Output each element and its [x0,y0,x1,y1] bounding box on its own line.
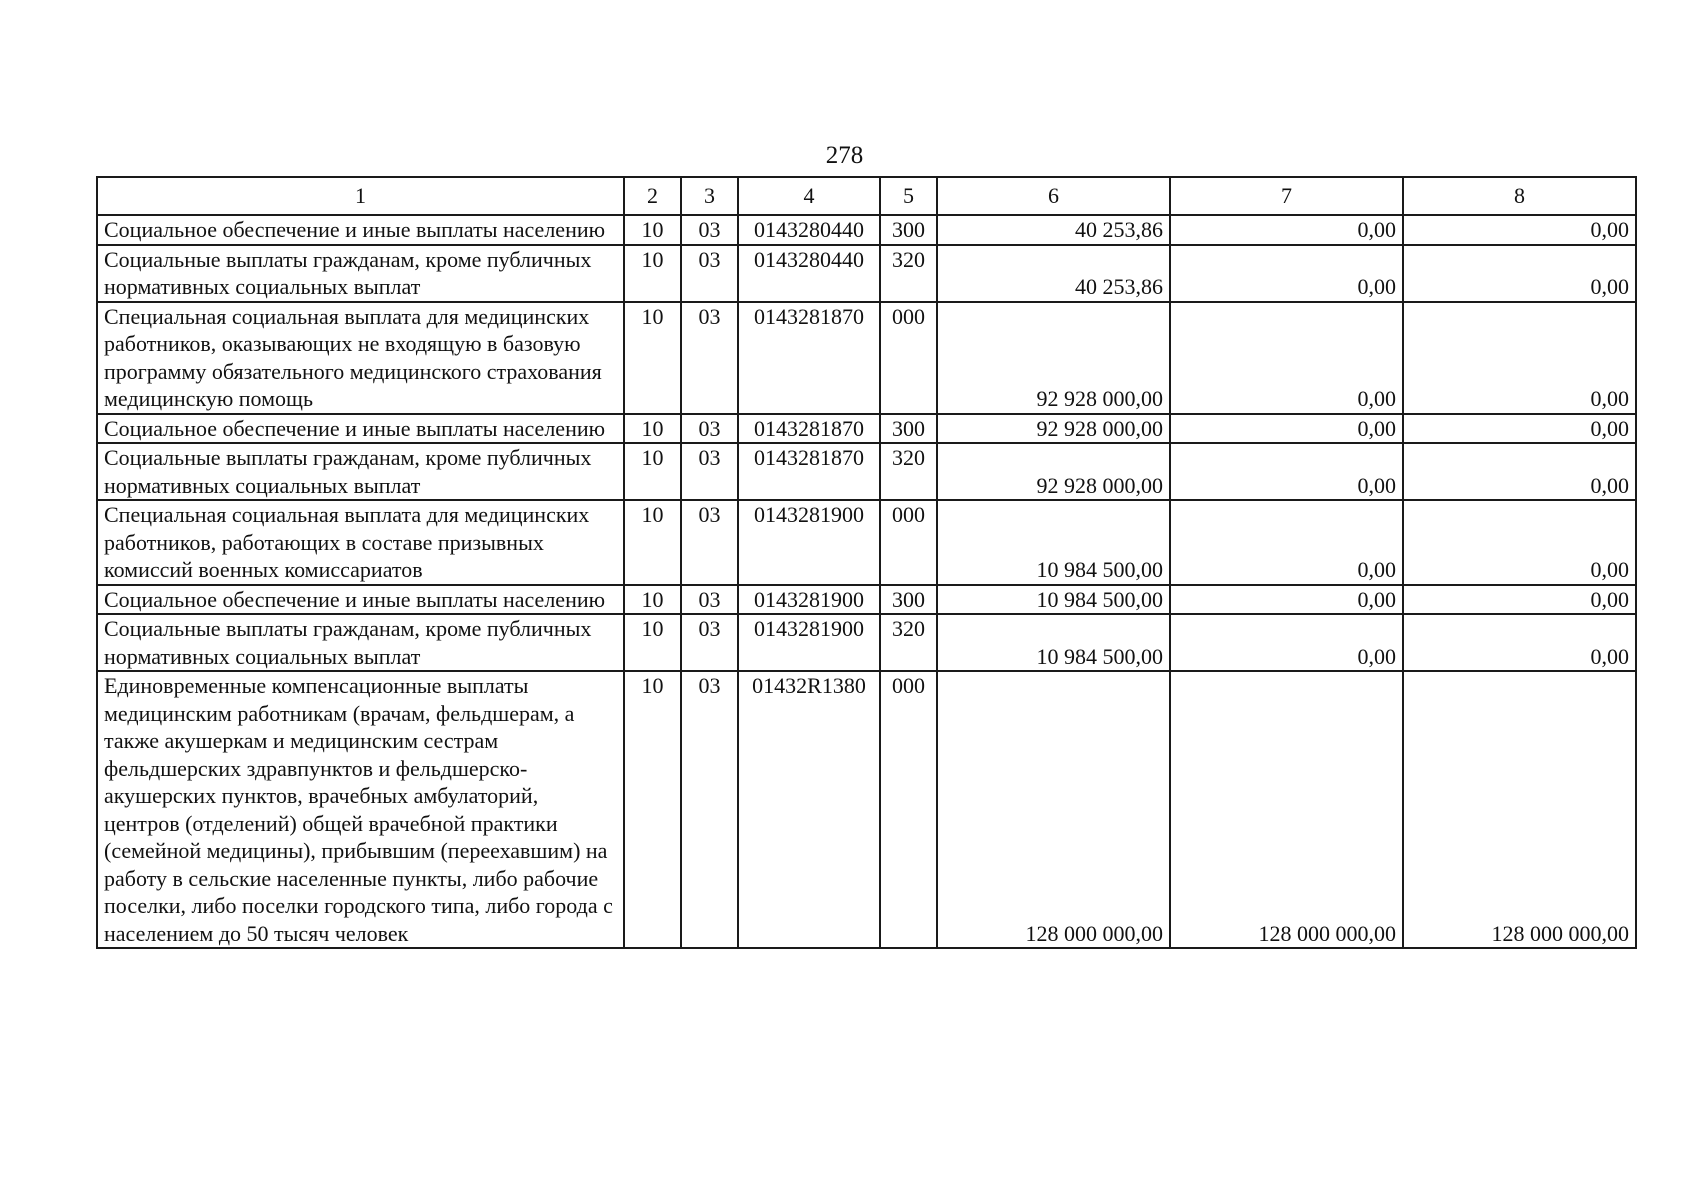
column-header: 3 [681,177,738,215]
expense-type-cell: 300 [880,215,937,245]
table-row [97,215,1636,245]
budget-table [96,176,1637,949]
subsection-code-cell: 03 [681,245,738,302]
expense-type-cell: 320 [880,614,937,671]
amount-cell: 0,00 [1170,414,1403,444]
row-name-cell: Социальные выплаты гражданам, кроме публичных нормативных социальных выплат [97,245,624,302]
section-code-cell: 10 [624,500,681,585]
table-row [97,500,1636,585]
section-code-cell: 10 [624,302,681,414]
target-article-cell: 0143280440 [738,245,880,302]
amount-cell: 0,00 [1170,302,1403,414]
amount-cell: 40 253,86 [937,215,1170,245]
amount-cell: 0,00 [1170,245,1403,302]
target-article-cell: 0143281870 [738,443,880,500]
expense-type-cell: 300 [880,414,937,444]
section-code-cell: 10 [624,443,681,500]
table-header-row [97,177,1636,215]
expense-type-cell: 300 [880,585,937,615]
section-code-cell: 10 [624,215,681,245]
expense-type-cell: 000 [880,302,937,414]
table-row [97,443,1636,500]
column-header: 6 [937,177,1170,215]
subsection-code-cell: 03 [681,671,738,948]
amount-cell: 0,00 [1403,585,1636,615]
target-article-cell: 0143281900 [738,585,880,615]
table-row [97,671,1636,948]
table-row [97,585,1636,615]
row-name-cell: Социальные выплаты гражданам, кроме публичных нормативных социальных выплат [97,443,624,500]
row-name-cell: Социальные выплаты гражданам, кроме публичных нормативных социальных выплат [97,614,624,671]
column-header: 2 [624,177,681,215]
page-number: 278 [825,142,864,169]
subsection-code-cell: 03 [681,585,738,615]
amount-cell: 0,00 [1403,500,1636,585]
section-code-cell: 10 [624,671,681,948]
amount-cell: 0,00 [1403,245,1636,302]
amount-cell: 0,00 [1403,614,1636,671]
subsection-code-cell: 03 [681,443,738,500]
target-article-cell: 0143280440 [738,215,880,245]
amount-cell: 92 928 000,00 [937,414,1170,444]
amount-cell: 40 253,86 [937,245,1170,302]
column-header: 8 [1403,177,1636,215]
subsection-code-cell: 03 [681,414,738,444]
section-code-cell: 10 [624,245,681,302]
amount-cell: 0,00 [1170,585,1403,615]
expense-type-cell: 320 [880,443,937,500]
amount-cell: 0,00 [1170,500,1403,585]
table-row [97,414,1636,444]
expense-type-cell: 320 [880,245,937,302]
amount-cell: 0,00 [1403,443,1636,500]
target-article-cell: 01432R1380 [738,671,880,948]
row-name-cell: Социальное обеспечение и иные выплаты населению [97,215,624,245]
row-name-cell: Специальная социальная выплата для медицинских работников, работающих в составе призывных комиссий военных комиссариатов [97,500,624,585]
expense-type-cell: 000 [880,671,937,948]
amount-cell: 10 984 500,00 [937,585,1170,615]
amount-cell: 128 000 000,00 [937,671,1170,948]
target-article-cell: 0143281870 [738,302,880,414]
row-name-cell: Социальное обеспечение и иные выплаты населению [97,414,624,444]
column-header: 7 [1170,177,1403,215]
amount-cell: 0,00 [1403,215,1636,245]
section-code-cell: 10 [624,614,681,671]
section-code-cell: 10 [624,414,681,444]
amount-cell: 10 984 500,00 [937,500,1170,585]
amount-cell: 10 984 500,00 [937,614,1170,671]
table-row [97,245,1636,302]
amount-cell: 0,00 [1170,443,1403,500]
amount-cell: 92 928 000,00 [937,302,1170,414]
subsection-code-cell: 03 [681,302,738,414]
target-article-cell: 0143281870 [738,414,880,444]
subsection-code-cell: 03 [681,500,738,585]
section-code-cell: 10 [624,585,681,615]
amount-cell: 0,00 [1170,215,1403,245]
row-name-cell: Единовременные компенсационные выплаты медицинским работникам (врачам, фельдшерам, а также акушеркам и медицинским сестрам фельдшерских здравпунктов и фельдшерско-акушерских пунктов, врачебных амбулаторий, центров (отделений) общей врачебной практики (семейной медицины), прибывшим (переехавшим) на работу в сельские населенные пункты, либо рабочие поселки, либо поселки городского типа, либо города с населением до 50 тысяч человек [97,671,624,948]
column-header: 5 [880,177,937,215]
target-article-cell: 0143281900 [738,614,880,671]
row-name-cell: Социальное обеспечение и иные выплаты населению [97,585,624,615]
amount-cell: 0,00 [1170,614,1403,671]
amount-cell: 128 000 000,00 [1170,671,1403,948]
column-header: 4 [738,177,880,215]
amount-cell: 92 928 000,00 [937,443,1170,500]
target-article-cell: 0143281900 [738,500,880,585]
table-row [97,614,1636,671]
row-name-cell: Специальная социальная выплата для медицинских работников, оказывающих не входящую в базовую программу обязательного медицинского страхования медицинскую помощь [97,302,624,414]
subsection-code-cell: 03 [681,614,738,671]
table-row [97,302,1636,414]
subsection-code-cell: 03 [681,215,738,245]
amount-cell: 0,00 [1403,302,1636,414]
column-header: 1 [97,177,624,215]
expense-type-cell: 000 [880,500,937,585]
amount-cell: 0,00 [1403,414,1636,444]
amount-cell: 128 000 000,00 [1403,671,1636,948]
